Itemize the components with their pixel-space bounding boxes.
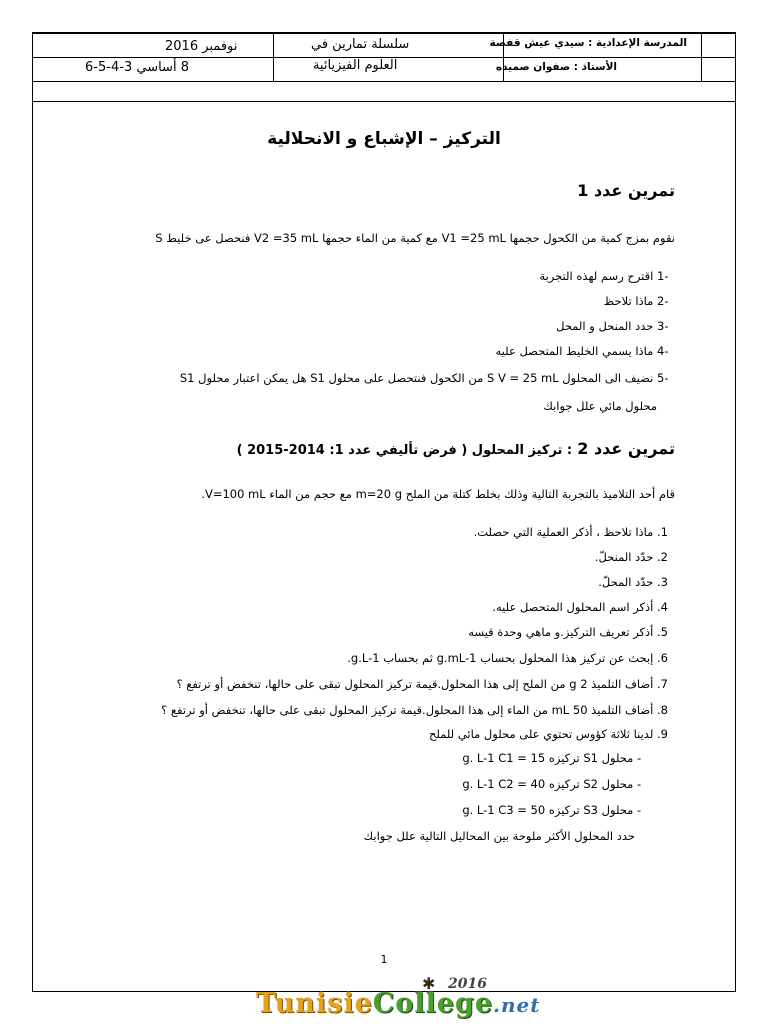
list-item: 3. حدّد المحلّ. bbox=[598, 575, 668, 589]
logo-part-1: Tunisie bbox=[256, 988, 373, 1019]
list-item: -5 نضيف الى المحلول S V = 25 mL من الكحول فنتحصل على محلول S1 هل يمكن اعتبار محلول S1 bbox=[179, 371, 669, 385]
header-table bbox=[33, 33, 735, 101]
list-item: -4 ماذا يسمي الخليط المتحصل عليه bbox=[495, 344, 669, 358]
list-item: 6. إبحث عن تركيز هذا المحلول بحساب g.mL-1 ثم بحساب g.L-1. bbox=[347, 651, 668, 665]
date-label: نوفمبر 2016 bbox=[165, 39, 238, 54]
exercise-2-heading bbox=[237, 439, 675, 458]
page-title: التركيز – الإشباع و الانحلالية bbox=[267, 129, 501, 149]
logo-part-2: College bbox=[372, 988, 494, 1019]
list-item: 9. لدينا ثلاثة كؤوس تحتوي على محلول مائي للملح bbox=[428, 727, 668, 741]
series-title: سلسلة تمارين في bbox=[311, 37, 410, 52]
logo-year: 2016 bbox=[448, 976, 487, 992]
divider bbox=[701, 33, 702, 81]
list-item: -1 اقترح رسم لهذه التجربة bbox=[539, 269, 669, 283]
site-logo[interactable] bbox=[256, 988, 541, 1022]
divider bbox=[33, 81, 735, 82]
list-item: -2 ماذا تلاحظ bbox=[603, 294, 669, 308]
divider bbox=[33, 101, 735, 102]
solution-item: - محلول S1 تركيزه g. L-1 C1 = 15 bbox=[462, 751, 642, 765]
divider bbox=[273, 33, 274, 81]
level-label: 8 أساسي 3-4-5-6 bbox=[85, 60, 189, 75]
solution-item: - محلول S2 تركيزه g. L-1 C2 = 40 bbox=[462, 777, 642, 791]
final-question: حدد المحلول الأكثر ملوحة بين المحاليل التالية علل جوابك bbox=[363, 829, 635, 843]
divider bbox=[33, 33, 735, 34]
page-frame bbox=[32, 32, 736, 992]
list-item: -3 حدد المنحل و المحل bbox=[556, 319, 669, 333]
exercise-2-subtitle: : تركيز المحلول ( فرض تأليفي عدد 1: 2014-2015 ) bbox=[236, 443, 573, 458]
school-name: المدرسة الإعدادية : سيدي عيش قفصة bbox=[489, 37, 687, 49]
logo-part-3: .net bbox=[493, 993, 541, 1017]
exercise-1-title: تمرين عدد 1 bbox=[577, 181, 675, 200]
exercise-2-title: تمرين عدد 2 bbox=[577, 439, 675, 458]
teacher-name: الأستاذ : صفوان صميده bbox=[495, 61, 617, 73]
list-item: 1. ماذا تلاحظ ، أذكر العملية التي حصلت. bbox=[473, 525, 668, 539]
list-item-continuation: محلول مائي علل جوابك bbox=[543, 399, 657, 413]
list-item: 2. حدّد المنحلّ. bbox=[594, 550, 668, 564]
list-item: 5. أذكر تعريف التركيز.و ماهي وحدة قيسه bbox=[468, 625, 668, 639]
exercise-2-intro: قام أحد التلاميذ بالتجربة التالية وذلك بخلط كتلة من الملح m=20 g مع حجم من الماء V=100 mL. bbox=[201, 487, 675, 501]
subject-title: العلوم الفيزيائية bbox=[313, 58, 398, 73]
list-item: 8. أضاف التلميذ 50 mL من الماء إلى هذا المحلول.قيمة تركيز المحلول تبقى على حالها، تنخفض أو ترتفع ؟ bbox=[161, 703, 668, 717]
list-item: 7. أضاف التلميذ 2 g من الملح إلى هذا المحلول.قيمة تركيز المحلول تبقى على حالها، تنخفض أو ترتفع ؟ bbox=[176, 677, 668, 691]
palm-icon: ✱ bbox=[422, 974, 436, 993]
page-number: 1 bbox=[380, 953, 388, 966]
solution-item: - محلول S3 تركيزه g. L-1 C3 = 50 bbox=[462, 803, 642, 817]
list-item: 4. أذكر اسم المحلول المتحصل عليه. bbox=[492, 600, 668, 614]
exercise-1-intro: نقوم بمزج كمية من الكحول حجمها V1 =25 mL مع كمية من الماء حجمها V2 =35 mL فنحصل عى خليط S bbox=[155, 231, 675, 245]
